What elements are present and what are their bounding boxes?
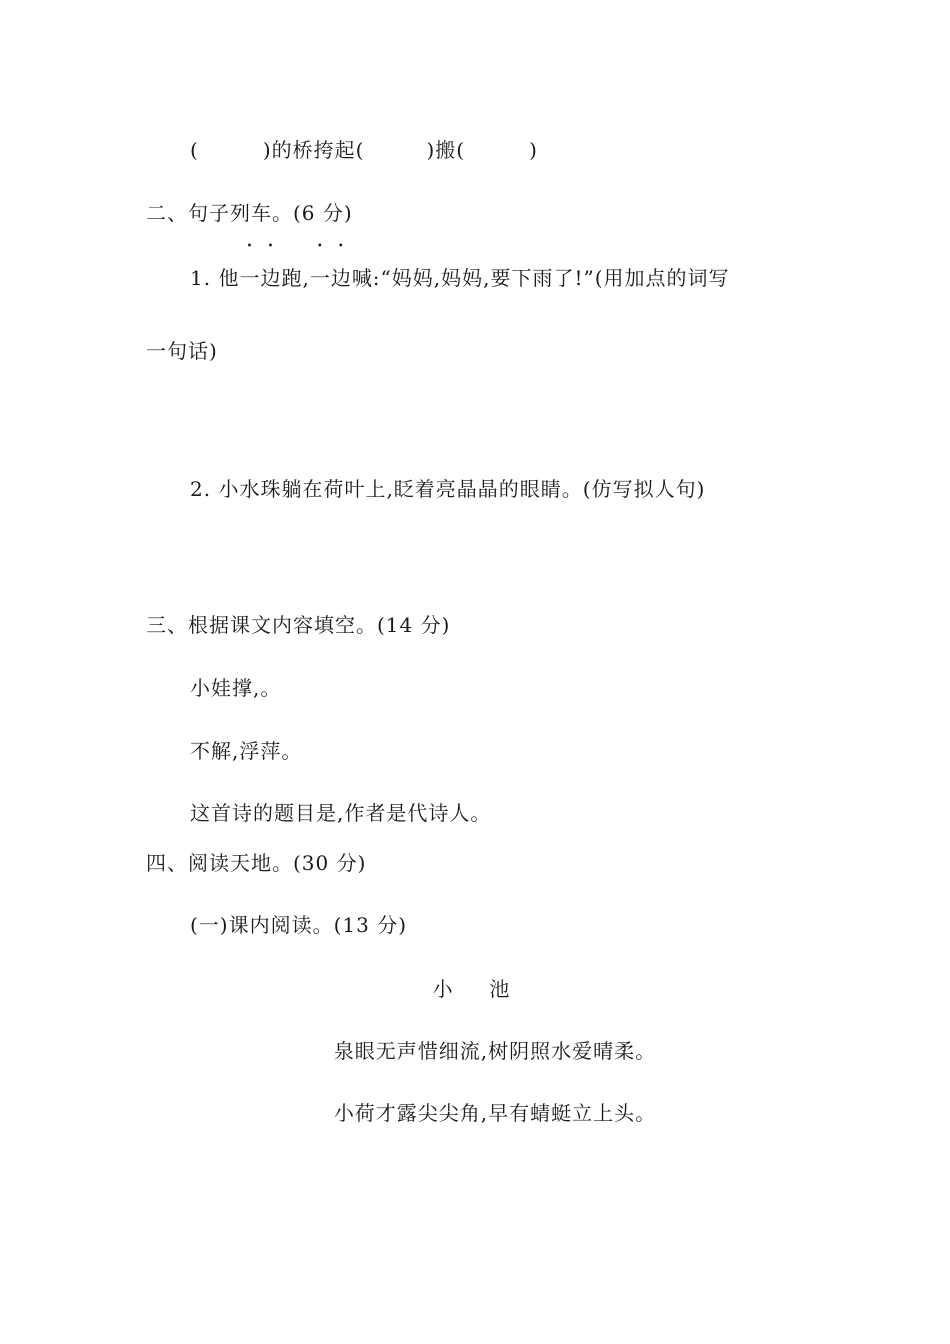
question-text: 跑, (281, 266, 310, 290)
poem-title (0, 975, 950, 1003)
question-text: 喊:“妈妈,妈妈,要下雨了!”(用加点的词写 (351, 266, 730, 290)
emphasis-char: 一 (239, 266, 261, 290)
section-heading-4: 四、阅读天地。(30 分) (146, 851, 367, 875)
question-2-1-wrap: 一句话) (146, 339, 218, 363)
poem-title-text: 小 池 (432, 977, 518, 1001)
fill-line-2: 不解,浮萍。 (190, 739, 303, 763)
question-prefix: 1. 他 (190, 266, 240, 290)
fill-line-3: 这首诗的题目是,作者是代诗人。 (190, 801, 492, 825)
phrase-text-1: 的桥挎起( (271, 138, 365, 162)
emphasis-char: 一 (309, 266, 331, 290)
question-2-1 (190, 264, 730, 292)
poem-line-2: 小荷才露尖尖角,早有蜻蜓立上头。 (333, 1101, 657, 1125)
section-heading-2: 二、句子列车。(6 分) (146, 201, 353, 225)
close-paren: ) (262, 138, 272, 162)
close-paren: ) (426, 138, 436, 162)
fill-blank-line (190, 136, 538, 164)
fill-line-1: 小娃撑,。 (190, 676, 282, 700)
question-2-2: 2. 小水珠躺在荷叶上,眨着亮晶晶的眼睛。(仿写拟人句) (190, 477, 706, 501)
sub-heading: (一)课内阅读。(13 分) (190, 913, 408, 937)
emphasis-char: 边 (330, 266, 352, 290)
section-heading-3: 三、根据课文内容填空。(14 分) (146, 613, 451, 637)
open-paren: ( (190, 138, 199, 162)
close-paren: ) (529, 138, 538, 162)
phrase-text-2: 搬( (435, 138, 466, 162)
poem-line-1: 泉眼无声惜细流,树阴照水爱晴柔。 (333, 1039, 657, 1063)
emphasis-char: 边 (260, 266, 282, 290)
